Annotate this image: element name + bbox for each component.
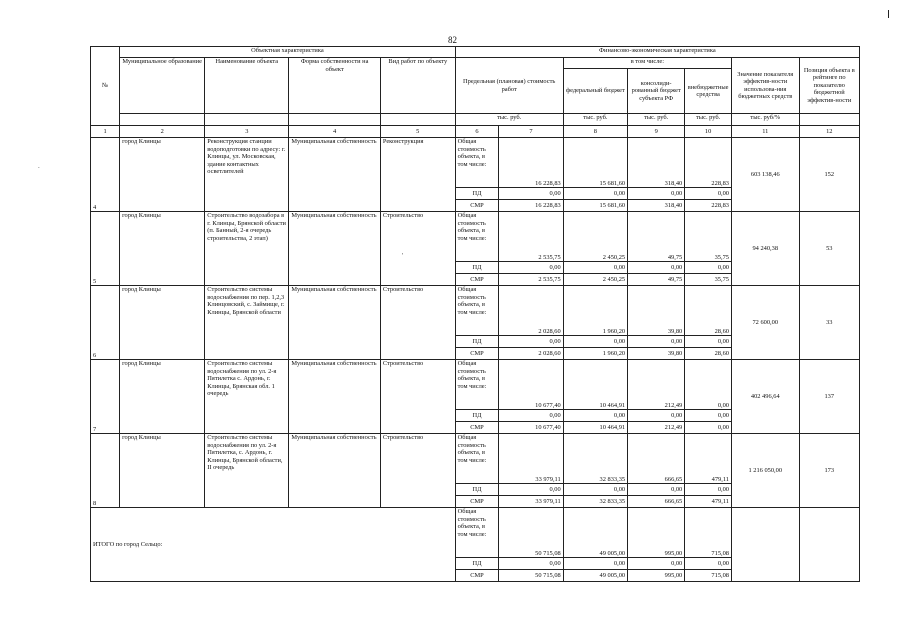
efficiency-value xyxy=(732,508,800,582)
consolidated-value: 49,75 xyxy=(628,274,685,286)
extrabudget-value: 0,00 xyxy=(685,188,732,200)
extrabudget-value: 28,60 xyxy=(685,286,732,336)
cost-label-total: Общая стоимость объекта, в том числе: xyxy=(455,508,499,558)
total-cost: 2 028,60 xyxy=(499,286,563,336)
federal-value: 2 450,25 xyxy=(563,274,627,286)
header-consolidated: консолиди-рованный бюджет субъекта РФ xyxy=(628,69,685,114)
header-ownership: Форма собственности на объект xyxy=(289,58,380,114)
row-number: 7 xyxy=(91,360,120,434)
cost-label-total: Общая стоимость объекта, в том числе: xyxy=(455,434,499,484)
consolidated-value: 212,49 xyxy=(628,360,685,410)
header-work-type: Вид работ по объекту xyxy=(380,58,455,114)
cost-label-smr: СМР xyxy=(455,570,499,582)
total-cost: 2 028,60 xyxy=(499,348,563,360)
cost-label-pd: ПД xyxy=(455,336,499,348)
federal-value: 0,00 xyxy=(563,188,627,200)
ownership-cell: Муниципальная собственность xyxy=(289,138,380,212)
consolidated-value: 318,40 xyxy=(628,138,685,188)
federal-value: 49 005,00 xyxy=(563,570,627,582)
total-cost: 0,00 xyxy=(499,262,563,274)
federal-value: 0,00 xyxy=(563,336,627,348)
column-number: 6 xyxy=(455,126,499,138)
ownership-cell: Муниципальная собственность xyxy=(289,360,380,434)
federal-value: 32 833,35 xyxy=(563,496,627,508)
efficiency-value: 72 600,00 xyxy=(732,286,800,360)
cost-label-total: Общая стоимость объекта, в том числе: xyxy=(455,138,499,188)
column-number: 5 xyxy=(380,126,455,138)
consolidated-value: 39,80 xyxy=(628,286,685,336)
header-num: № xyxy=(91,47,120,126)
row-number: 8 xyxy=(91,434,120,508)
federal-value: 49 005,00 xyxy=(563,508,627,558)
extrabudget-value: 0,00 xyxy=(685,336,732,348)
consolidated-value: 995,00 xyxy=(628,508,685,558)
extrabudget-value: 228,83 xyxy=(685,200,732,212)
unit-label: тыс. руб/% xyxy=(732,114,800,126)
header-federal: федеральный бюджет xyxy=(563,69,627,114)
header-blank xyxy=(120,114,205,126)
consolidated-value: 0,00 xyxy=(628,336,685,348)
column-number: 1 xyxy=(91,126,120,138)
cost-label-pd: ПД xyxy=(455,558,499,570)
total-cost: 2 535,75 xyxy=(499,212,563,262)
extrabudget-value: 0,00 xyxy=(685,410,732,422)
cost-label-pd: ПД xyxy=(455,188,499,200)
consolidated-value: 49,75 xyxy=(628,212,685,262)
extrabudget-value: 0,00 xyxy=(685,262,732,274)
cost-label-total: Общая стоимость объекта, в том числе: xyxy=(455,360,499,410)
column-number: 9 xyxy=(628,126,685,138)
total-cost: 10 677,40 xyxy=(499,360,563,410)
extrabudget-value: 228,83 xyxy=(685,138,732,188)
municipality-cell: город Клинцы xyxy=(120,360,205,434)
extrabudget-value: 0,00 xyxy=(685,422,732,434)
efficiency-value: 1 216 050,00 xyxy=(732,434,800,508)
column-number: 8 xyxy=(563,126,627,138)
total-cost: 0,00 xyxy=(499,188,563,200)
total-cost: 33 979,11 xyxy=(499,434,563,484)
column-number: 3 xyxy=(205,126,289,138)
header-rank: Позиция объекта в рейтинге по показателю бюджетной эффектив-ности xyxy=(799,58,859,114)
extrabudget-value: 35,75 xyxy=(685,212,732,262)
header-financial-characteristic: Финансово-экономическая характеристика xyxy=(455,47,859,58)
header-object-name: Наименование объекта xyxy=(205,58,289,114)
rank-value: 173 xyxy=(799,434,859,508)
federal-value: 15 681,60 xyxy=(563,138,627,188)
consolidated-value: 666,65 xyxy=(628,434,685,484)
consolidated-value: 0,00 xyxy=(628,262,685,274)
consolidated-value: 318,40 xyxy=(628,200,685,212)
unit-label: тыс. руб. xyxy=(685,114,732,126)
municipality-cell: город Клинцы xyxy=(120,212,205,286)
column-number: 12 xyxy=(799,126,859,138)
header-blank xyxy=(205,114,289,126)
federal-value: 0,00 xyxy=(563,558,627,570)
row-number: 4 xyxy=(91,138,120,212)
extrabudget-value: 35,75 xyxy=(685,274,732,286)
total-cost: 10 677,40 xyxy=(499,422,563,434)
header-object-characteristic: Объектная характеристика xyxy=(120,47,456,58)
federal-value: 0,00 xyxy=(563,262,627,274)
extrabudget-value: 715,08 xyxy=(685,508,732,558)
rank-value: 137 xyxy=(799,360,859,434)
federal-value: 0,00 xyxy=(563,410,627,422)
cost-label-smr: СМР xyxy=(455,200,499,212)
federal-value: 15 681,60 xyxy=(563,200,627,212)
object-name-cell: Строительство водозабора в г. Клинцы, Брянской области (п. Банный, 2-я очередь строительства, 2 этап) xyxy=(205,212,289,286)
federal-value: 1 960,20 xyxy=(563,286,627,336)
municipality-cell: город Клинцы xyxy=(120,286,205,360)
header-efficiency: Значение показателя эффектив-ности использова-ния бюджетных средств xyxy=(732,58,800,114)
consolidated-value: 0,00 xyxy=(628,558,685,570)
cost-label-smr: СМР xyxy=(455,274,499,286)
rank-value: 53 xyxy=(799,212,859,286)
header-blank xyxy=(380,114,455,126)
extrabudget-value: 0,00 xyxy=(685,484,732,496)
header-including: в том числе: xyxy=(563,58,731,69)
efficiency-value: 603 138,46 xyxy=(732,138,800,212)
object-name-cell: Строительство системы водоснабжения по ул. 2-я Пятилетка, с. Ардонь, г. Клинцы, Брянской области, II очередь xyxy=(205,434,289,508)
consolidated-value: 0,00 xyxy=(628,410,685,422)
total-cost: 0,00 xyxy=(499,410,563,422)
municipality-cell: город Клинцы xyxy=(120,434,205,508)
column-number: 11 xyxy=(732,126,800,138)
work-type-cell: Реконструкция xyxy=(380,138,455,212)
cost-label-total: Общая стоимость объекта, в том числе: xyxy=(455,212,499,262)
object-name-cell: Строительство системы водоснабжения по пер. 1,2,3 Клинцовский, с. Займище, г. Клинцы, Брянской области xyxy=(205,286,289,360)
cost-label-pd: ПД xyxy=(455,262,499,274)
consolidated-value: 212,49 xyxy=(628,422,685,434)
row-number: 5 xyxy=(91,212,120,286)
scan-speck: ' xyxy=(402,252,404,260)
total-cost: 2 535,75 xyxy=(499,274,563,286)
total-cost: 50 715,08 xyxy=(499,570,563,582)
unit-label: тыс. руб. xyxy=(455,114,563,126)
consolidated-value: 666,65 xyxy=(628,496,685,508)
total-cost: 0,00 xyxy=(499,336,563,348)
unit-label: тыс. руб. xyxy=(628,114,685,126)
object-name-cell: Реконструкция станции водоподготовки по адресу: г. Клинцы, ул. Московская, здание контактных осветлителей xyxy=(205,138,289,212)
header-blank xyxy=(799,114,859,126)
consolidated-value: 995,00 xyxy=(628,570,685,582)
municipality-cell: город Клинцы xyxy=(120,138,205,212)
cost-label-pd: ПД xyxy=(455,484,499,496)
federal-value: 10 464,91 xyxy=(563,360,627,410)
efficiency-value: 402 496,64 xyxy=(732,360,800,434)
unit-label: тыс. руб. xyxy=(563,114,627,126)
work-type-cell: Строительство xyxy=(380,286,455,360)
ownership-cell: Муниципальная собственность xyxy=(289,212,380,286)
cost-label-smr: СМР xyxy=(455,496,499,508)
ownership-cell: Муниципальная собственность xyxy=(289,286,380,360)
investment-objects-table xyxy=(90,46,860,582)
extrabudget-value: 0,00 xyxy=(685,360,732,410)
consolidated-value: 0,00 xyxy=(628,484,685,496)
total-cost: 0,00 xyxy=(499,558,563,570)
cost-label-pd: ПД xyxy=(455,410,499,422)
work-type-cell: Строительство xyxy=(380,360,455,434)
column-number: 4 xyxy=(289,126,380,138)
column-number: 10 xyxy=(685,126,732,138)
work-type-cell: Строительство xyxy=(380,434,455,508)
extrabudget-value: 479,11 xyxy=(685,496,732,508)
federal-value: 1 960,20 xyxy=(563,348,627,360)
efficiency-value: 94 240,38 xyxy=(732,212,800,286)
extrabudget-value: 0,00 xyxy=(685,558,732,570)
page-number: 82 xyxy=(448,35,457,45)
work-type-cell: Строительство xyxy=(380,212,455,286)
consolidated-value: 39,80 xyxy=(628,348,685,360)
header-extrabudget: внебюджетные средства xyxy=(685,69,732,114)
row-number: 6 xyxy=(91,286,120,360)
extrabudget-value: 479,11 xyxy=(685,434,732,484)
scan-speck: . xyxy=(38,162,40,170)
cost-label-smr: СМР xyxy=(455,422,499,434)
corner-mark xyxy=(888,10,889,18)
object-name-cell: Строительство системы водоснабжения по ул. 2-я Пятилетка с. Ардонь, г. Клинцы, Брянская обл. 1 очередь xyxy=(205,360,289,434)
column-number: 7 xyxy=(499,126,563,138)
header-max-cost: Предельная (плановая) стоимость работ xyxy=(455,58,563,114)
header-blank xyxy=(289,114,380,126)
cost-label-smr: СМР xyxy=(455,348,499,360)
total-cost: 0,00 xyxy=(499,484,563,496)
rank-value: 33 xyxy=(799,286,859,360)
federal-value: 32 833,35 xyxy=(563,434,627,484)
total-label: ИТОГО по город Сельцо: xyxy=(91,508,456,582)
extrabudget-value: 28,60 xyxy=(685,348,732,360)
column-number: 2 xyxy=(120,126,205,138)
total-cost: 33 979,11 xyxy=(499,496,563,508)
federal-value: 0,00 xyxy=(563,484,627,496)
total-cost: 50 715,08 xyxy=(499,508,563,558)
federal-value: 10 464,91 xyxy=(563,422,627,434)
ownership-cell: Муниципальная собственность xyxy=(289,434,380,508)
rank-value xyxy=(799,508,859,582)
federal-value: 2 450,25 xyxy=(563,212,627,262)
total-cost: 16 228,83 xyxy=(499,138,563,188)
rank-value: 152 xyxy=(799,138,859,212)
extrabudget-value: 715,08 xyxy=(685,570,732,582)
header-municipality: Муниципальное образование xyxy=(120,58,205,114)
cost-label-total: Общая стоимость объекта, в том числе: xyxy=(455,286,499,336)
consolidated-value: 0,00 xyxy=(628,188,685,200)
total-cost: 16 228,83 xyxy=(499,200,563,212)
